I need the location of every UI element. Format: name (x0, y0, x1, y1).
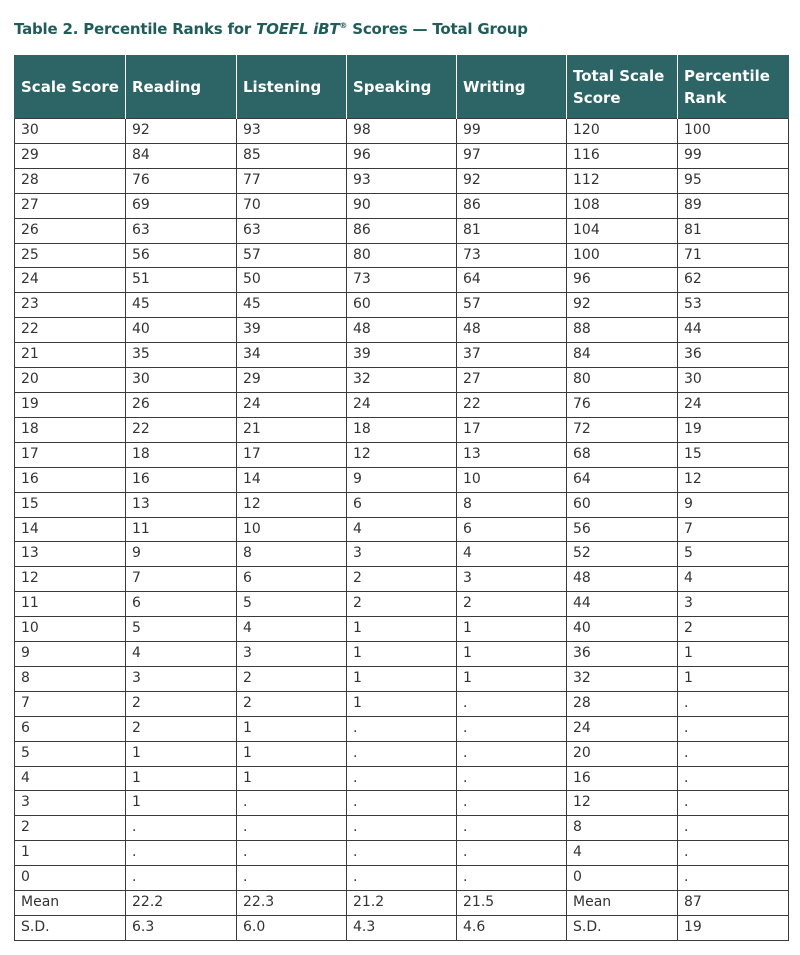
cell-listening: 6 (237, 567, 347, 592)
cell-total-scale-score: 24 (567, 716, 678, 741)
cell-writing: 64 (457, 268, 567, 293)
table-row (15, 168, 789, 193)
cell-speaking: . (347, 716, 457, 741)
cell-reading: 13 (126, 492, 237, 517)
cell-speaking: . (347, 866, 457, 891)
cell-reading: 1 (126, 791, 237, 816)
cell-reading: 18 (126, 442, 237, 467)
cell-listening: 34 (237, 343, 347, 368)
cell-percentile-rank: 99 (678, 143, 789, 168)
cell-percentile-rank: 1 (678, 666, 789, 691)
cell-scale-score: 20 (15, 368, 126, 393)
cell-writing: . (457, 841, 567, 866)
cell-writing: . (457, 741, 567, 766)
cell-reading: 26 (126, 392, 237, 417)
cell-listening: 45 (237, 293, 347, 318)
cell-total-scale-score: 108 (567, 193, 678, 218)
cell-scale-score: 28 (15, 168, 126, 193)
cell-scale-score: 19 (15, 392, 126, 417)
cell-writing: 48 (457, 318, 567, 343)
cell-scale-score: 17 (15, 442, 126, 467)
cell-writing: 8 (457, 492, 567, 517)
cell-speaking: . (347, 741, 457, 766)
cell-scale-score: 10 (15, 617, 126, 642)
cell-total-scale-score: 12 (567, 791, 678, 816)
cell-listening: 1 (237, 716, 347, 741)
table-row (15, 741, 789, 766)
cell-total-scale-score: 28 (567, 691, 678, 716)
cell-listening: 70 (237, 193, 347, 218)
table-row (15, 143, 789, 168)
cell-percentile-rank: 71 (678, 243, 789, 268)
cell-speaking: . (347, 816, 457, 841)
cell-listening: 50 (237, 268, 347, 293)
cell-reading: 3 (126, 666, 237, 691)
cell-total-scale-score: 52 (567, 542, 678, 567)
cell-reading: 1 (126, 741, 237, 766)
cell-writing: . (457, 791, 567, 816)
cell-total-scale-score: 0 (567, 866, 678, 891)
cell-scale-score: Mean (15, 891, 126, 916)
cell-listening: 39 (237, 318, 347, 343)
cell-speaking: 39 (347, 343, 457, 368)
cell-writing: 3 (457, 567, 567, 592)
cell-percentile-rank: 5 (678, 542, 789, 567)
cell-writing: 99 (457, 119, 567, 144)
header-total-scale-score: Total Scale Score (567, 55, 678, 119)
cell-total-scale-score: 72 (567, 417, 678, 442)
cell-listening: 77 (237, 168, 347, 193)
cell-writing: . (457, 866, 567, 891)
cell-total-scale-score: 96 (567, 268, 678, 293)
cell-listening: 10 (237, 517, 347, 542)
table-row (15, 517, 789, 542)
cell-total-scale-score: 40 (567, 617, 678, 642)
cell-total-scale-score: 80 (567, 368, 678, 393)
cell-percentile-rank: . (678, 791, 789, 816)
table-row (15, 617, 789, 642)
cell-reading: 22 (126, 417, 237, 442)
cell-speaking: 6 (347, 492, 457, 517)
cell-total-scale-score: 88 (567, 318, 678, 343)
cell-percentile-rank: 100 (678, 119, 789, 144)
cell-total-scale-score: 32 (567, 666, 678, 691)
cell-listening: 12 (237, 492, 347, 517)
title-suffix: Scores — Total Group (347, 20, 528, 38)
cell-scale-score: 23 (15, 293, 126, 318)
cell-speaking: 9 (347, 467, 457, 492)
cell-total-scale-score: 76 (567, 392, 678, 417)
table-row (15, 716, 789, 741)
cell-writing: 4.6 (457, 916, 567, 941)
cell-scale-score: 25 (15, 243, 126, 268)
cell-percentile-rank: 95 (678, 168, 789, 193)
cell-writing: 6 (457, 517, 567, 542)
cell-total-scale-score: 120 (567, 119, 678, 144)
cell-reading: . (126, 841, 237, 866)
cell-writing: 73 (457, 243, 567, 268)
cell-reading: 4 (126, 642, 237, 667)
cell-scale-score: 26 (15, 218, 126, 243)
cell-listening: . (237, 841, 347, 866)
cell-writing: 86 (457, 193, 567, 218)
table-row (15, 791, 789, 816)
table-row (15, 392, 789, 417)
cell-scale-score: 8 (15, 666, 126, 691)
cell-listening: 8 (237, 542, 347, 567)
cell-speaking: 4 (347, 517, 457, 542)
cell-writing: 4 (457, 542, 567, 567)
cell-reading: 1 (126, 766, 237, 791)
cell-percentile-rank: 44 (678, 318, 789, 343)
cell-total-scale-score: 8 (567, 816, 678, 841)
cell-total-scale-score: 16 (567, 766, 678, 791)
table-row (15, 916, 789, 941)
cell-scale-score: 24 (15, 268, 126, 293)
cell-reading: 35 (126, 343, 237, 368)
cell-percentile-rank: 30 (678, 368, 789, 393)
cell-reading: 76 (126, 168, 237, 193)
cell-writing: 27 (457, 368, 567, 393)
cell-percentile-rank: 4 (678, 567, 789, 592)
cell-scale-score: 9 (15, 642, 126, 667)
cell-listening: 29 (237, 368, 347, 393)
cell-reading: 92 (126, 119, 237, 144)
cell-scale-score: 27 (15, 193, 126, 218)
cell-scale-score: 15 (15, 492, 126, 517)
table-row (15, 268, 789, 293)
cell-writing: 10 (457, 467, 567, 492)
cell-scale-score: 18 (15, 417, 126, 442)
cell-total-scale-score: Mean (567, 891, 678, 916)
cell-listening: 24 (237, 392, 347, 417)
cell-writing: 2 (457, 592, 567, 617)
cell-total-scale-score: 68 (567, 442, 678, 467)
cell-percentile-rank: 9 (678, 492, 789, 517)
header-listening: Listening (237, 55, 347, 119)
cell-writing: 1 (457, 666, 567, 691)
cell-listening: 4 (237, 617, 347, 642)
cell-speaking: . (347, 841, 457, 866)
cell-percentile-rank: 3 (678, 592, 789, 617)
table-row (15, 343, 789, 368)
cell-scale-score: 12 (15, 567, 126, 592)
table-row (15, 567, 789, 592)
cell-writing: 37 (457, 343, 567, 368)
cell-percentile-rank: . (678, 691, 789, 716)
cell-speaking: 60 (347, 293, 457, 318)
cell-listening: 14 (237, 467, 347, 492)
table-row (15, 119, 789, 144)
cell-speaking: 32 (347, 368, 457, 393)
cell-percentile-rank: . (678, 741, 789, 766)
cell-speaking: 4.3 (347, 916, 457, 941)
cell-speaking: 1 (347, 666, 457, 691)
cell-listening: . (237, 866, 347, 891)
cell-speaking: 2 (347, 567, 457, 592)
cell-reading: 9 (126, 542, 237, 567)
cell-listening: . (237, 816, 347, 841)
cell-reading: 2 (126, 716, 237, 741)
table-body (15, 119, 789, 941)
cell-speaking: 90 (347, 193, 457, 218)
cell-writing: 1 (457, 642, 567, 667)
cell-speaking: 12 (347, 442, 457, 467)
cell-reading: 56 (126, 243, 237, 268)
cell-total-scale-score: 84 (567, 343, 678, 368)
cell-percentile-rank: 87 (678, 891, 789, 916)
cell-reading: 45 (126, 293, 237, 318)
cell-listening: 22.3 (237, 891, 347, 916)
cell-percentile-rank: 15 (678, 442, 789, 467)
percentile-table (14, 55, 789, 941)
cell-listening: 17 (237, 442, 347, 467)
cell-writing: 92 (457, 168, 567, 193)
cell-speaking: 1 (347, 642, 457, 667)
cell-reading: 22.2 (126, 891, 237, 916)
cell-speaking: 2 (347, 592, 457, 617)
cell-percentile-rank: 89 (678, 193, 789, 218)
cell-total-scale-score: 100 (567, 243, 678, 268)
cell-writing: 81 (457, 218, 567, 243)
cell-reading: 5 (126, 617, 237, 642)
cell-scale-score: 21 (15, 343, 126, 368)
cell-percentile-rank: . (678, 716, 789, 741)
title-prefix: Table 2. Percentile Ranks for (14, 20, 257, 38)
header-row (15, 55, 789, 119)
cell-writing: . (457, 766, 567, 791)
cell-total-scale-score: 116 (567, 143, 678, 168)
table-row (15, 866, 789, 891)
table-row (15, 368, 789, 393)
cell-writing: . (457, 716, 567, 741)
header-writing: Writing (457, 55, 567, 119)
cell-writing: 17 (457, 417, 567, 442)
cell-reading: . (126, 866, 237, 891)
table-row (15, 218, 789, 243)
cell-scale-score: 29 (15, 143, 126, 168)
cell-speaking: 80 (347, 243, 457, 268)
cell-writing: . (457, 691, 567, 716)
cell-percentile-rank: 12 (678, 467, 789, 492)
cell-scale-score: 4 (15, 766, 126, 791)
table-row (15, 467, 789, 492)
cell-speaking: 86 (347, 218, 457, 243)
cell-total-scale-score: S.D. (567, 916, 678, 941)
cell-writing: 13 (457, 442, 567, 467)
cell-reading: 11 (126, 517, 237, 542)
table-row (15, 666, 789, 691)
cell-reading: 51 (126, 268, 237, 293)
cell-listening: 93 (237, 119, 347, 144)
cell-reading: 40 (126, 318, 237, 343)
table-row (15, 816, 789, 841)
cell-reading: 30 (126, 368, 237, 393)
cell-total-scale-score: 4 (567, 841, 678, 866)
title-reg-mark: ® (339, 21, 348, 30)
cell-listening: 1 (237, 766, 347, 791)
cell-listening: . (237, 791, 347, 816)
cell-writing: 1 (457, 617, 567, 642)
cell-speaking: 48 (347, 318, 457, 343)
table-row (15, 243, 789, 268)
cell-writing: 57 (457, 293, 567, 318)
cell-total-scale-score: 92 (567, 293, 678, 318)
cell-total-scale-score: 36 (567, 642, 678, 667)
cell-total-scale-score: 20 (567, 741, 678, 766)
table-title (14, 20, 528, 38)
cell-listening: 21 (237, 417, 347, 442)
cell-reading: 69 (126, 193, 237, 218)
cell-percentile-rank: . (678, 866, 789, 891)
cell-listening: 63 (237, 218, 347, 243)
cell-percentile-rank: . (678, 841, 789, 866)
header-scale-score: Scale Score (15, 55, 126, 119)
cell-speaking: 96 (347, 143, 457, 168)
table-row (15, 293, 789, 318)
cell-percentile-rank: 62 (678, 268, 789, 293)
cell-scale-score: 11 (15, 592, 126, 617)
cell-speaking: . (347, 791, 457, 816)
cell-scale-score: 13 (15, 542, 126, 567)
cell-speaking: 18 (347, 417, 457, 442)
cell-percentile-rank: 53 (678, 293, 789, 318)
cell-scale-score: 1 (15, 841, 126, 866)
cell-listening: 5 (237, 592, 347, 617)
cell-percentile-rank: 7 (678, 517, 789, 542)
cell-total-scale-score: 48 (567, 567, 678, 592)
cell-percentile-rank: 19 (678, 916, 789, 941)
cell-percentile-rank: . (678, 766, 789, 791)
cell-scale-score: 14 (15, 517, 126, 542)
cell-speaking: 3 (347, 542, 457, 567)
cell-scale-score: 5 (15, 741, 126, 766)
cell-speaking: 1 (347, 691, 457, 716)
table-row (15, 766, 789, 791)
cell-total-scale-score: 60 (567, 492, 678, 517)
cell-total-scale-score: 64 (567, 467, 678, 492)
cell-scale-score: 3 (15, 791, 126, 816)
header-speaking: Speaking (347, 55, 457, 119)
title-italic: TOEFL iBT (256, 20, 340, 38)
cell-reading: 63 (126, 218, 237, 243)
table-row (15, 492, 789, 517)
cell-listening: 57 (237, 243, 347, 268)
table-row (15, 193, 789, 218)
table-row (15, 592, 789, 617)
table-row (15, 841, 789, 866)
cell-speaking: 1 (347, 617, 457, 642)
table-row (15, 642, 789, 667)
table-row (15, 442, 789, 467)
cell-percentile-rank: 81 (678, 218, 789, 243)
cell-total-scale-score: 44 (567, 592, 678, 617)
cell-percentile-rank: . (678, 816, 789, 841)
cell-reading: . (126, 816, 237, 841)
cell-scale-score: 16 (15, 467, 126, 492)
cell-percentile-rank: 1 (678, 642, 789, 667)
cell-listening: 2 (237, 666, 347, 691)
cell-scale-score: 7 (15, 691, 126, 716)
cell-speaking: 73 (347, 268, 457, 293)
header-reading: Reading (126, 55, 237, 119)
cell-reading: 16 (126, 467, 237, 492)
cell-listening: 3 (237, 642, 347, 667)
header-percentile-rank: Percentile Rank (678, 55, 789, 119)
cell-speaking: 98 (347, 119, 457, 144)
cell-scale-score: 30 (15, 119, 126, 144)
table-row (15, 691, 789, 716)
cell-scale-score: 6 (15, 716, 126, 741)
table-row (15, 417, 789, 442)
cell-speaking: . (347, 766, 457, 791)
cell-percentile-rank: 36 (678, 343, 789, 368)
cell-reading: 84 (126, 143, 237, 168)
table-row (15, 318, 789, 343)
cell-scale-score: S.D. (15, 916, 126, 941)
cell-percentile-rank: 2 (678, 617, 789, 642)
table-row (15, 542, 789, 567)
cell-writing: 97 (457, 143, 567, 168)
cell-scale-score: 22 (15, 318, 126, 343)
cell-reading: 6.3 (126, 916, 237, 941)
cell-listening: 1 (237, 741, 347, 766)
cell-speaking: 24 (347, 392, 457, 417)
table-row (15, 891, 789, 916)
cell-listening: 85 (237, 143, 347, 168)
cell-scale-score: 2 (15, 816, 126, 841)
cell-writing: . (457, 816, 567, 841)
cell-reading: 6 (126, 592, 237, 617)
cell-speaking: 21.2 (347, 891, 457, 916)
cell-reading: 7 (126, 567, 237, 592)
cell-reading: 2 (126, 691, 237, 716)
cell-listening: 2 (237, 691, 347, 716)
cell-scale-score: 0 (15, 866, 126, 891)
cell-listening: 6.0 (237, 916, 347, 941)
cell-total-scale-score: 104 (567, 218, 678, 243)
cell-total-scale-score: 112 (567, 168, 678, 193)
cell-writing: 21.5 (457, 891, 567, 916)
cell-speaking: 93 (347, 168, 457, 193)
cell-writing: 22 (457, 392, 567, 417)
cell-percentile-rank: 19 (678, 417, 789, 442)
cell-percentile-rank: 24 (678, 392, 789, 417)
cell-total-scale-score: 56 (567, 517, 678, 542)
